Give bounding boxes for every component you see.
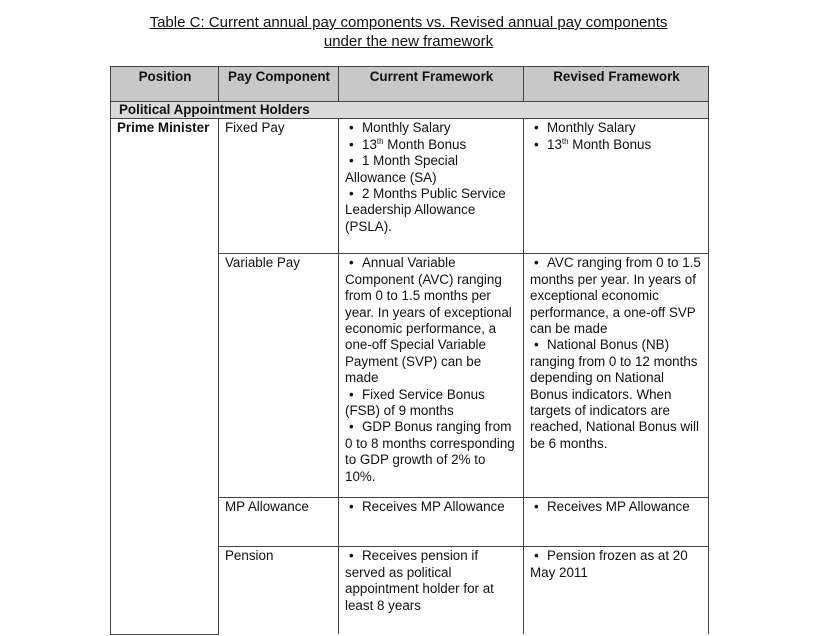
bullet-icon: • bbox=[349, 499, 354, 515]
bullet-icon: • bbox=[349, 548, 354, 564]
revised-list bbox=[530, 499, 703, 515]
list-item-text: GDP Bonus ranging from 0 to 8 months corresponding to GDP growth of 2% to 10%. bbox=[345, 419, 515, 484]
table-title-line-1: Table C: Current annual pay components vs. Revised annual pay components bbox=[149, 14, 668, 31]
revised-framework-cell bbox=[524, 498, 709, 547]
list-item bbox=[345, 548, 518, 614]
list-item-text: Receives pension if served as political appointment holder for at least 8 years bbox=[345, 548, 494, 613]
table-title bbox=[0, 13, 817, 51]
list-item-text: Monthly Salary bbox=[547, 120, 636, 136]
list-item-text: 13th Month Bonus bbox=[362, 136, 467, 152]
bullet-icon: • bbox=[349, 419, 354, 435]
component-cell-mp-allowance: MP Allowance bbox=[219, 498, 339, 547]
list-item-text: Annual Variable Component (AVC) ranging from 0 to 1.5 months per year. In years of exceptional economic performance, a one-off Special Variable Payment (SVP) can be made bbox=[345, 255, 512, 386]
current-list bbox=[345, 120, 518, 235]
list-item-text: 13th Month Bonus bbox=[547, 136, 652, 152]
list-item-text: AVC ranging from 0 to 1.5 months per year. In years of exceptional economic performance, a one-off SVP can be made bbox=[530, 255, 701, 337]
list-item-text: Monthly Salary bbox=[362, 120, 451, 136]
bullet-icon: • bbox=[534, 337, 539, 353]
list-item bbox=[345, 186, 518, 235]
bullet-icon: • bbox=[534, 255, 539, 271]
list-item bbox=[345, 137, 518, 153]
bullet-icon: • bbox=[349, 255, 354, 271]
list-item bbox=[530, 548, 703, 581]
position-cell: Prime Minister bbox=[111, 119, 219, 635]
list-item-text: 1 Month Special Allowance (SA) bbox=[345, 153, 459, 185]
component-cell-fixed-pay: Fixed Pay bbox=[219, 119, 339, 254]
section-label: Political Appointment Holders bbox=[111, 102, 709, 119]
current-list bbox=[345, 548, 518, 614]
list-item bbox=[345, 255, 518, 386]
bullet-icon: • bbox=[534, 499, 539, 515]
bullet-icon: • bbox=[349, 120, 354, 136]
header-pay-component: Pay Component bbox=[219, 67, 339, 102]
list-item bbox=[345, 419, 518, 485]
list-item-text: 2 Months Public Service Leadership Allowance (PSLA). bbox=[345, 186, 506, 234]
header-revised-framework: Revised Framework bbox=[524, 67, 709, 102]
pay-components-table bbox=[110, 66, 709, 635]
section-row bbox=[111, 102, 709, 119]
current-framework-cell bbox=[339, 254, 524, 498]
component-cell-variable-pay: Variable Pay bbox=[219, 254, 339, 498]
current-framework-cell bbox=[339, 498, 524, 547]
bullet-icon: • bbox=[349, 153, 354, 169]
bullet-icon: • bbox=[534, 548, 539, 564]
current-framework-cell bbox=[339, 119, 524, 254]
table-row bbox=[111, 119, 709, 254]
list-item bbox=[345, 153, 518, 186]
list-item bbox=[530, 499, 703, 515]
list-item bbox=[530, 337, 703, 452]
bullet-icon: • bbox=[534, 136, 539, 152]
bullet-icon: • bbox=[349, 136, 354, 152]
bullet-icon: • bbox=[349, 186, 354, 202]
current-list bbox=[345, 255, 518, 485]
list-item-text: Receives MP Allowance bbox=[362, 499, 505, 515]
list-item-text: Fixed Service Bonus (FSB) of 9 months bbox=[345, 386, 485, 419]
component-cell-pension: Pension bbox=[219, 547, 339, 635]
revised-framework-cell bbox=[524, 119, 709, 254]
list-item bbox=[530, 120, 703, 136]
header-current-framework: Current Framework bbox=[339, 67, 524, 102]
list-item-text: National Bonus (NB) ranging from 0 to 12 months depending on National Bonus indicators. When targets of indicators are reached, National Bonus will be 6 months. bbox=[530, 337, 699, 451]
current-list bbox=[345, 499, 518, 515]
bullet-icon: • bbox=[534, 120, 539, 136]
revised-list bbox=[530, 255, 703, 452]
list-item bbox=[345, 499, 518, 515]
list-item-text: Pension frozen as at 20 May 2011 bbox=[530, 548, 688, 580]
header-position: Position bbox=[111, 67, 219, 102]
list-item-text: Receives MP Allowance bbox=[547, 499, 690, 515]
revised-list bbox=[530, 548, 703, 581]
list-item bbox=[345, 387, 518, 420]
revised-framework-cell bbox=[524, 547, 709, 635]
revised-list bbox=[530, 120, 703, 153]
list-item bbox=[530, 255, 703, 337]
list-item bbox=[345, 120, 518, 136]
current-framework-cell bbox=[339, 547, 524, 635]
revised-framework-cell bbox=[524, 254, 709, 498]
table-title-line-2: under the new framework bbox=[323, 33, 494, 50]
header-row bbox=[111, 67, 709, 102]
bullet-icon: • bbox=[349, 386, 354, 402]
list-item bbox=[530, 137, 703, 153]
